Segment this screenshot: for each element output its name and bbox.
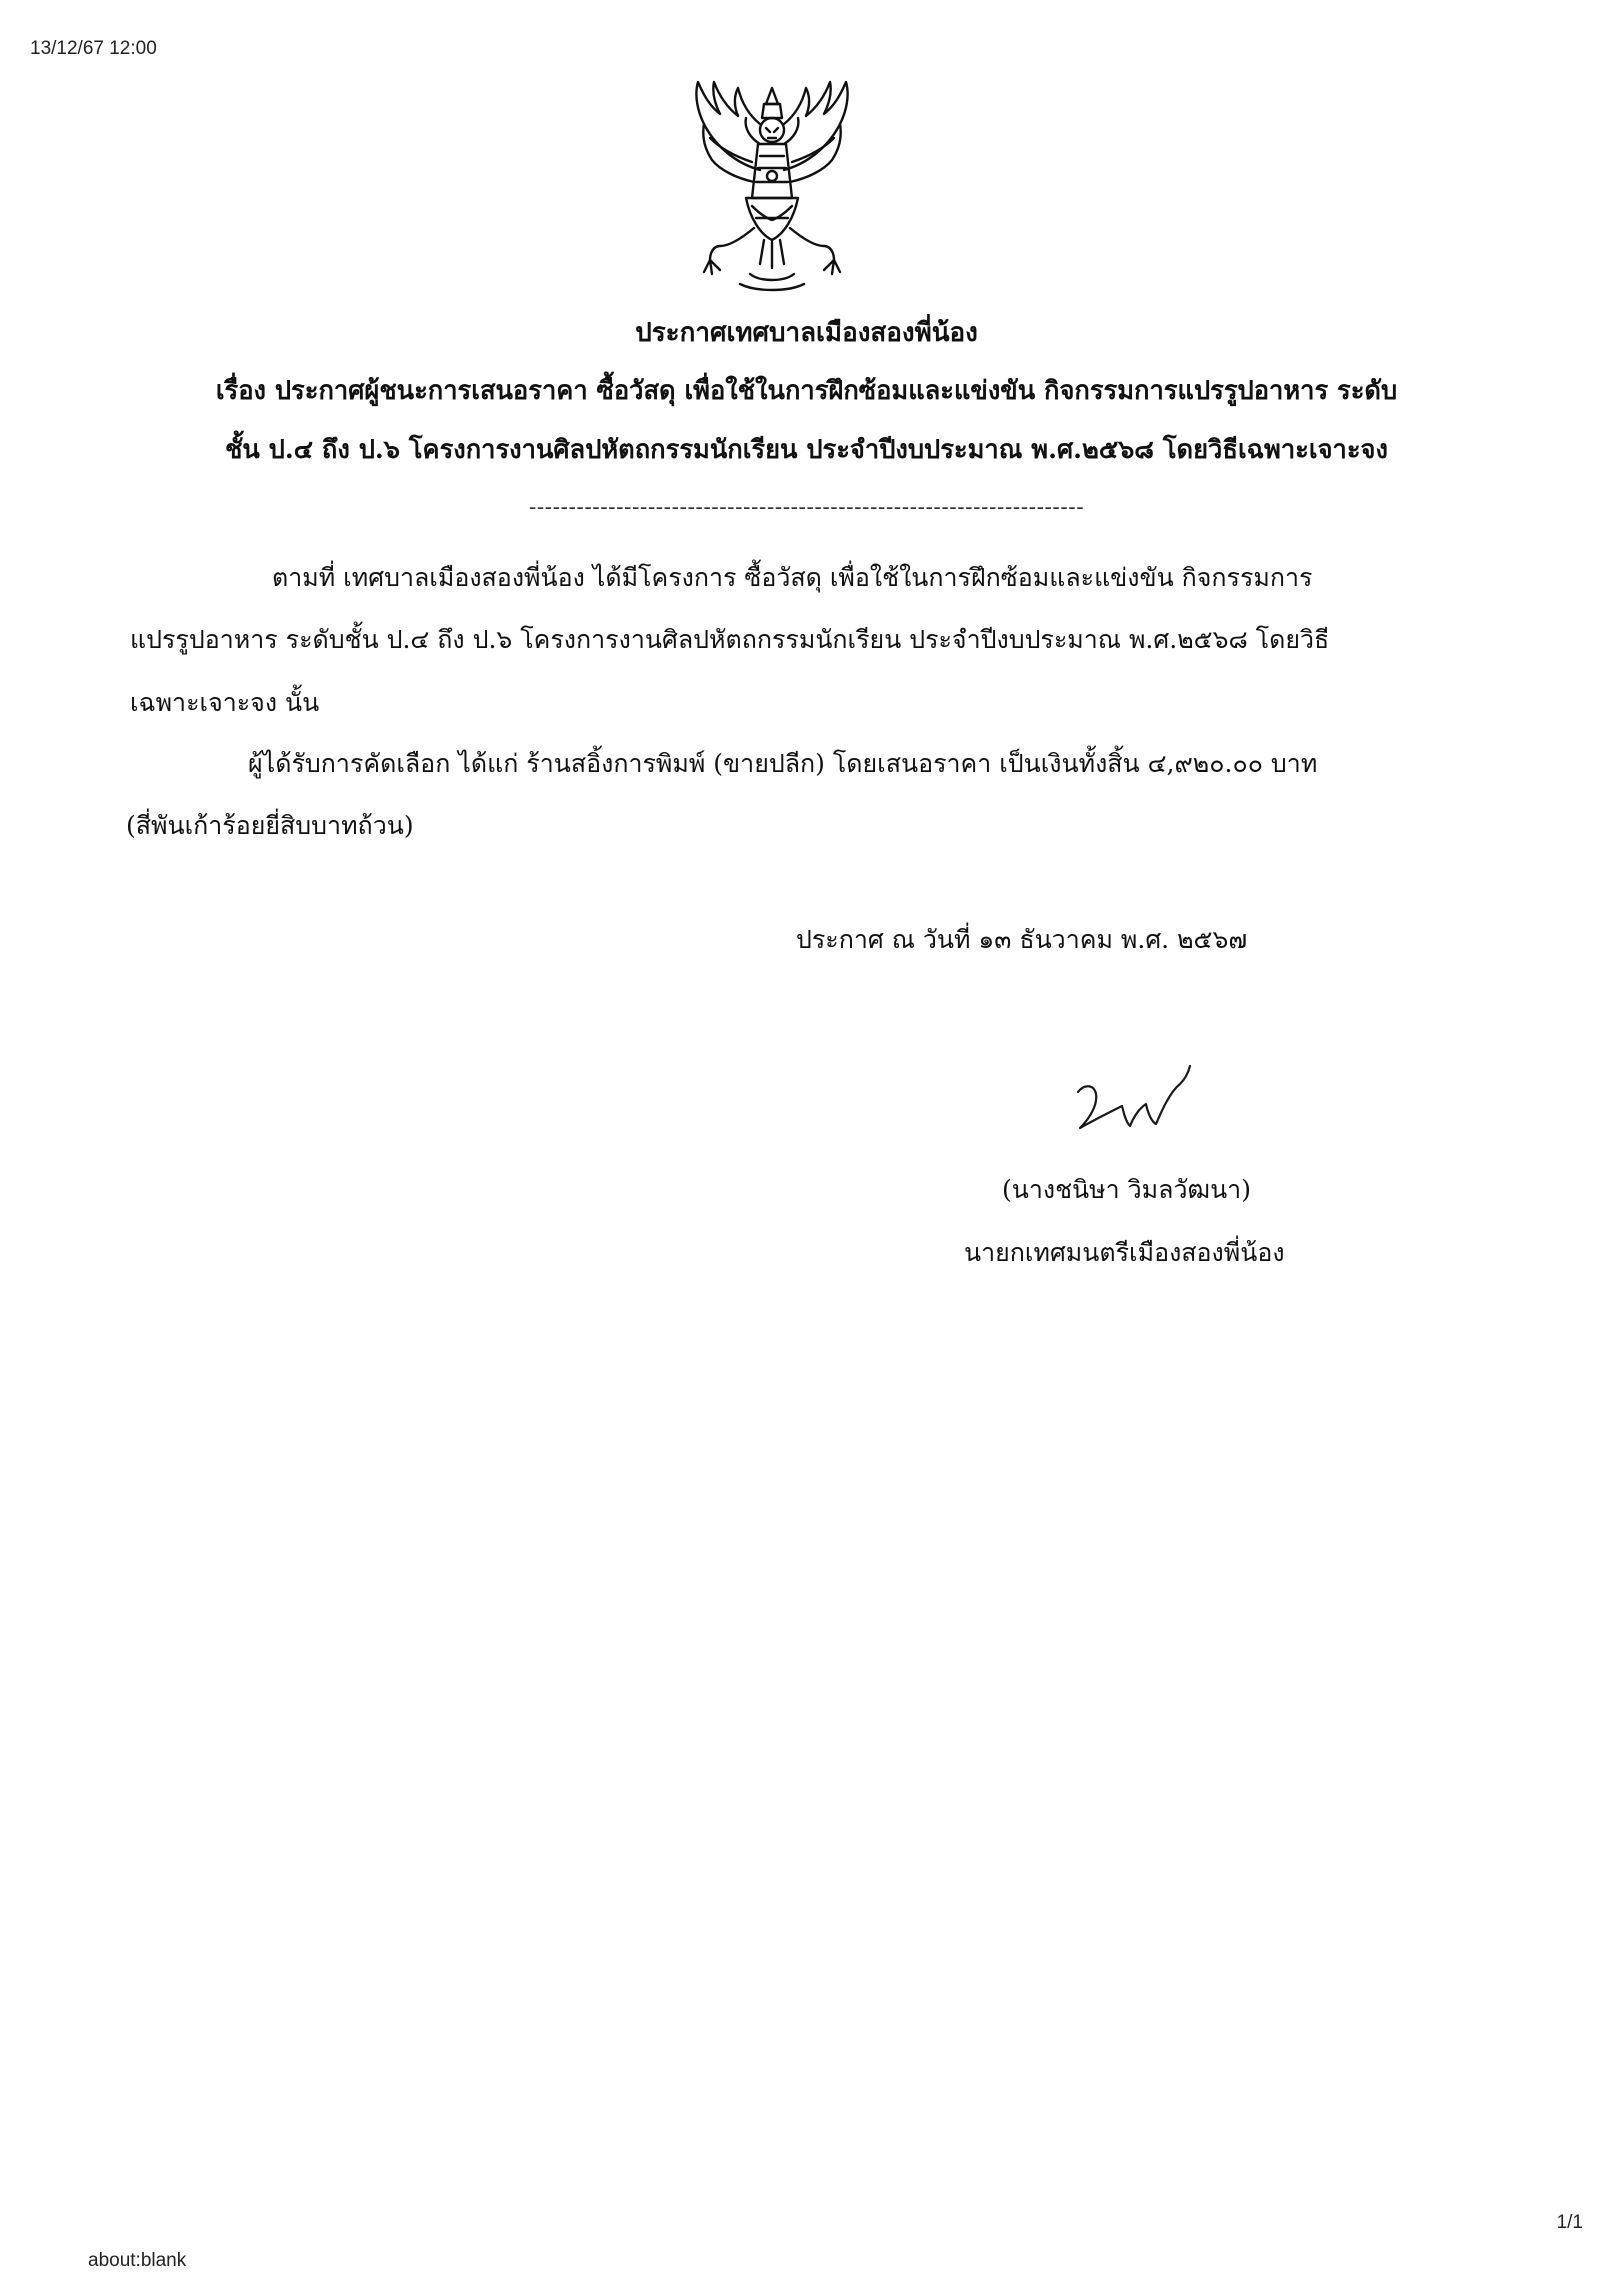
paragraph-1-line-3: เฉพาะเจาะจง นั้น <box>130 688 320 717</box>
signer-title: นายกเทศมนตรีเมืองสองพี่น้อง <box>964 1238 1285 1267</box>
subject-line-1: เรื่อง ประกาศผู้ชนะการเสนอราคา ซื้อวัสดุ เพื่อใช้ในการฝึกซ้อมและแข่งขัน กิจกรรมการแปรรูปอาหาร ระดับ <box>215 376 1398 406</box>
document-title: ประกาศเทศบาลเมืองสองพี่น้อง <box>635 318 978 348</box>
paragraph-2-line-2: (สี่พันเก้าร้อยยี่สิบบาทถ้วน) <box>126 811 414 840</box>
handwritten-signature <box>1070 1062 1230 1140</box>
announcement-date: ประกาศ ณ วันที่ ๑๓ ธันวาคม พ.ศ. ๒๕๖๗ <box>796 925 1248 954</box>
separator-line: ---------------------------------------------------------------------- <box>528 495 1085 520</box>
paragraph-1-line-1: ตามที่ เทศบาลเมืองสองพี่น้อง ได้มีโครงการ ซื้อวัสดุ เพื่อใช้ในการฝึกซ้อมและแข่งขัน กิจกรรมการ <box>272 563 1313 592</box>
subject-line-2: ชั้น ป.๔ ถึง ป.๖ โครงการงานศิลปหัตถกรรมนักเรียน ประจำปีงบประมาณ พ.ศ.๒๕๖๘ โดยวิธีเฉพาะเจาะจง <box>225 435 1388 465</box>
page-count: 1/1 <box>1556 2212 1583 2233</box>
paragraph-1-line-2: แปรรูปอาหาร ระดับชั้น ป.๔ ถึง ป.๖ โครงการงานศิลปหัตถกรรมนักเรียน ประจำปีงบประมาณ พ.ศ.๒๕๖๘ โดยวิธี <box>130 625 1330 654</box>
print-date-time: 13/12/67 12:00 <box>30 38 157 59</box>
garuda-emblem-icon <box>680 78 864 296</box>
page-url: about:blank <box>88 2250 187 2271</box>
signer-name: (นางชนิษา วิมลวัฒนา) <box>1002 1175 1251 1204</box>
paragraph-2-line-1: ผู้ได้รับการคัดเลือก ได้แก่ ร้านสอิ้งการพิมพ์ (ขายปลีก) โดยเสนอราคา เป็นเงินทั้งสิ้น ๔,๙๒๐.๐๐ บาท <box>248 749 1318 778</box>
